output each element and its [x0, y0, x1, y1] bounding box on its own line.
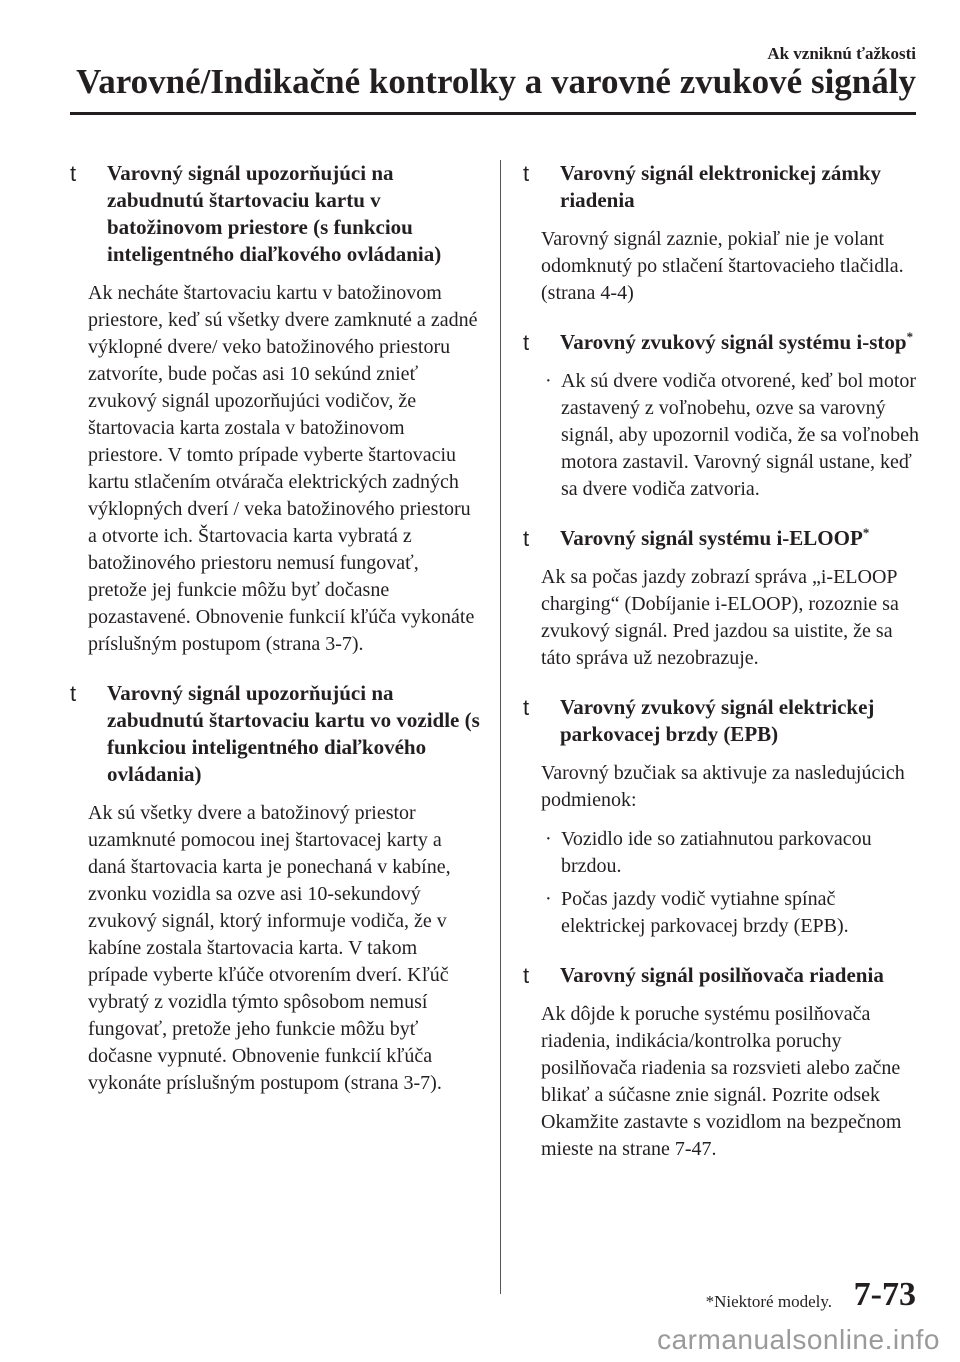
watermark: carmanualsonline.info — [657, 1324, 940, 1355]
list-item-text: Ak sú dvere vodiča otvorené, keď bol motor zastavený z voľnobehu, ozve sa varovný signál, aby upozornil vodiča, že sa voľnobeh motora zastavil. Varovný signál ustane, keď sa dvere vodiča zatvoria. — [561, 370, 920, 500]
section-forgotten-card-vehicle — [70, 680, 480, 1097]
section-marker-icon: t — [523, 526, 530, 551]
section-body: Varovný bzučiak sa aktivuje za nasledujúcich podmienok: — [541, 762, 905, 811]
section-heading — [523, 160, 923, 214]
section-title: Varovný signál elektronickej zámky riadenia — [560, 161, 882, 212]
section-heading — [70, 160, 480, 268]
section-heading — [523, 694, 923, 748]
bullet-dot-icon: · — [545, 828, 552, 850]
section-title: Varovný zvukový signál elektrickej parkovacej brzdy (EPB) — [560, 695, 875, 746]
footnote-some-models: *Niektoré modely. — [705, 1292, 832, 1311]
page-number: 7-73 — [853, 1276, 916, 1313]
section-title: Varovný signál systému i-ELOOP — [560, 526, 863, 550]
section-marker-icon: t — [70, 161, 77, 186]
section-epb — [523, 694, 923, 940]
section-heading — [523, 962, 923, 989]
footnote-asterisk: * — [906, 329, 914, 344]
list-item-text: Vozidlo ide so zatiahnutou parkovacou brzdou. — [561, 828, 872, 877]
section-body: Ak sa počas jazdy zobrazí správa „i-ELOOP charging“ (Dobíjanie i-ELOOP), rozoznie sa zvukový signál. Pred jazdou sa uistite, že sa táto správa už nezobrazuje. — [541, 566, 899, 669]
section-body: Ak sú všetky dvere a batožinový priestor uzamknuté pomocou inej štartovacej karty a daná štartovacia karta je ponechaná v kabíne, zvonku vozidla sa ozve asi 10-sekundový zvukový signál, ktorý informuje vodiča, že v kabíne zostala štartovacia karta. V takom prípade vyberte kľúče otvorením dverí. Kľúč vybratý z vozidla týmto spôsobom nemusí fungovať, pretože jeho funkcie môžu byť dočasne vypnuté. Obnovenie funkcií kľúča vykonáte príslušným postupom (strana 3-7). — [88, 802, 451, 1094]
right-column — [523, 160, 923, 1185]
section-marker-icon: t — [523, 695, 530, 720]
section-body: Varovný signál zaznie, pokiaľ nie je volant odomknutý po stlačení štartovacieho tlačidla. (strana 4-4) — [541, 228, 904, 304]
page-title: Varovné/Indikačné kontrolky a varovné zvukové signály — [76, 62, 916, 101]
section-body: Ak dôjde k poruche systému posilňovača riadenia, indikácia/kontrolka poruchy posilňovača riadenia sa rozsvieti alebo začne blikať a súčasne znie signál. Pozrite odsek Okamžite zastavte s vozidlom na bezpečnom mieste na strane 7-47. — [541, 1003, 902, 1160]
column-divider — [500, 160, 501, 1294]
section-title: Varovný signál posilňovača riadenia — [560, 963, 884, 987]
list-item — [541, 368, 923, 503]
section-body: Ak necháte štartovaciu kartu v batožinovom priestore, keď sú všetky dvere zamknuté a zadné výklopné dvere/ veko batožinového priestoru zatvoríte, bude počas asi 10 sekúnd znieť zvukový signál upozorňujúci vodičov, že štartovacia karta zostala v batožinovom priestore. V tomto prípade vyberte štartovaciu kartu stlačením otvárača elektrických zadných výklopných dverí / veka batožinového priestoru a otvorte ich. Štartovacia karta vybratá z batožinového priestoru nemusí fungovať, pretože jej funkcie môžu byť dočasne pozastavené. Obnovenie funkcií kľúča vykonáte príslušným postupom (strana 3-7). — [88, 282, 478, 655]
section-heading — [523, 525, 923, 552]
section-title: Varovný zvukový signál systému i-stop — [560, 330, 907, 354]
section-title: Varovný signál upozorňujúci na zabudnutú štartovaciu kartu v batožinovom priestore (s funkciou inteligentného diaľkového ovládania) — [107, 161, 442, 266]
list-item-text: Počas jazdy vodič vytiahne spínač elektrickej parkovacej brzdy (EPB). — [561, 888, 849, 937]
section-heading — [523, 329, 923, 356]
section-i-eloop — [523, 525, 923, 672]
section-marker-icon: t — [523, 161, 530, 186]
section-forgotten-card-luggage — [70, 160, 480, 658]
section-marker-icon: t — [523, 963, 530, 988]
bullet-dot-icon: · — [545, 888, 552, 910]
section-marker-icon: t — [70, 681, 77, 706]
list-item — [541, 826, 923, 880]
section-heading — [70, 680, 480, 788]
bullet-dot-icon: · — [545, 370, 552, 392]
section-marker-icon: t — [523, 330, 530, 355]
section-power-steering — [523, 962, 923, 1163]
header-rule — [70, 112, 916, 115]
section-steering-lock — [523, 160, 923, 307]
list-item — [541, 886, 923, 940]
footnote-asterisk: * — [862, 525, 870, 540]
section-i-stop — [523, 329, 923, 503]
section-title: Varovný signál upozorňujúci na zabudnutú štartovaciu kartu vo vozidle (s funkciou inteligentného diaľkového ovládania) — [107, 681, 480, 786]
bullet-list — [523, 368, 923, 503]
left-column — [70, 160, 480, 1119]
bullet-list — [523, 826, 923, 940]
header-section-label: Ak vzniknú ťažkosti — [767, 44, 916, 63]
